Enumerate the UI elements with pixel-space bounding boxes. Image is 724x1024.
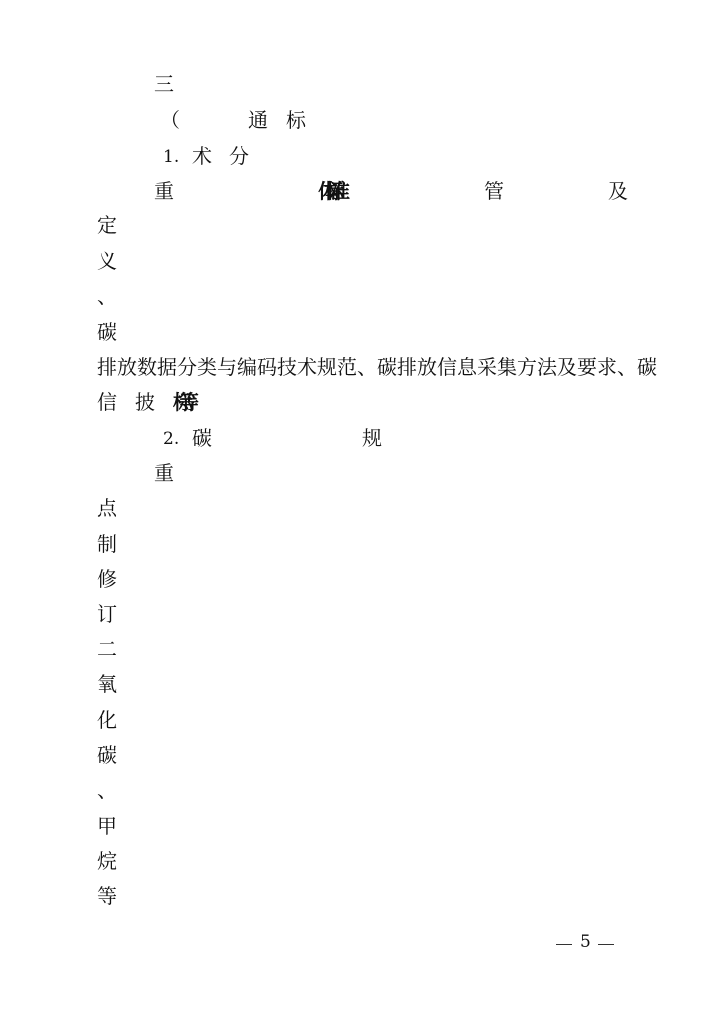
overlapped-text: 体标准 (318, 179, 336, 203)
footer-dash-left (556, 944, 572, 945)
heading-char: 标 (286, 108, 306, 132)
body-char: 重 (154, 179, 174, 203)
body-char: 二 (97, 637, 117, 661)
footer-dash-right (598, 944, 614, 945)
body-char: 订 (97, 602, 117, 626)
body-char: 点 (97, 496, 117, 520)
body-char: 化 (97, 708, 117, 732)
body-char: 碳 (97, 743, 117, 767)
heading-char: 通 (248, 108, 268, 132)
body-char: 修 (97, 567, 117, 591)
body-char: 定 (97, 213, 117, 237)
body-char: 碳 (97, 320, 117, 344)
open-paren: （ (160, 108, 180, 132)
body-line: 排放数据分类与编码技术规范、碳排放信息采集方法及要求、碳 (97, 355, 657, 379)
body-char: 重 (154, 461, 174, 485)
body-char: 甲 (97, 814, 117, 838)
body-char: 及 (608, 179, 628, 203)
item-number: 1. (163, 147, 180, 167)
body-char: 制 (97, 532, 117, 556)
item-char: 分 (229, 144, 249, 168)
body-char: 披 (135, 390, 155, 414)
overlapped-text: 标等 (173, 390, 185, 414)
body-char: 信 (97, 390, 117, 414)
body-char: 义 (97, 249, 117, 273)
item-char: 碳 (192, 426, 212, 450)
heading-char: 三 (154, 72, 174, 96)
page-footer (0, 930, 724, 960)
body-char: 烷 (97, 849, 117, 873)
item-number: 2. (163, 429, 180, 449)
body-char: 等 (97, 884, 117, 908)
body-char: 氧 (97, 672, 117, 696)
item-char: 术 (192, 144, 212, 168)
page-number: 5 (580, 932, 591, 952)
body-char: 管 (484, 179, 504, 203)
body-char: 、 (97, 284, 117, 308)
item-char: 规 (362, 426, 382, 450)
body-char: 、 (97, 778, 117, 802)
